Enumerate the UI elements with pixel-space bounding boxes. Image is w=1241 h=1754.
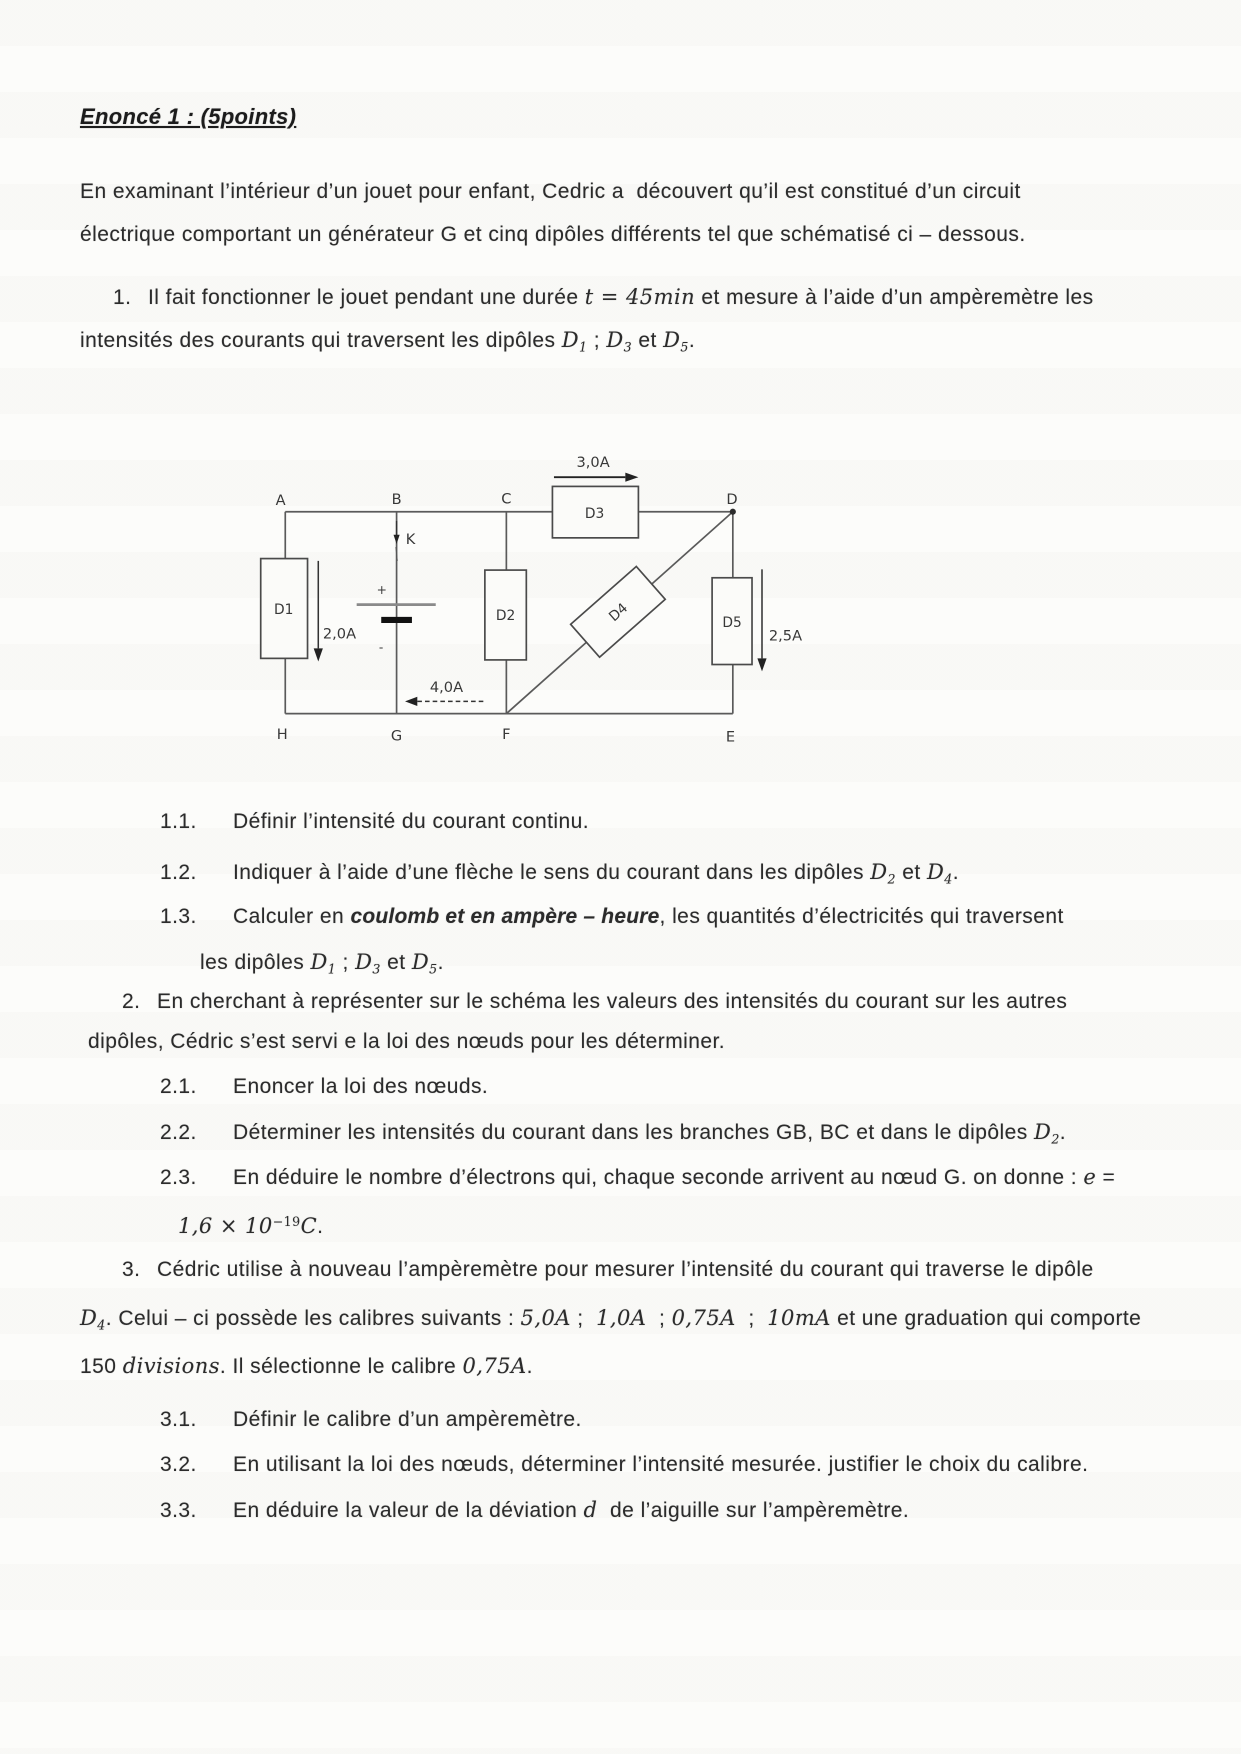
text-segment: . xyxy=(1059,1121,1067,1144)
item-1-line-1 xyxy=(113,283,1094,312)
circuit-svg xyxy=(230,362,990,792)
intro-line-2 xyxy=(80,221,1026,249)
text-segment: D xyxy=(663,328,681,352)
text-segment: 150 xyxy=(80,1355,123,1378)
text-segment: 4 xyxy=(944,871,953,887)
text-segment: En utilisant la loi des nœuds, déterminer l’intensité mesurée. justifier le choix du calibre. xyxy=(233,1453,1089,1476)
node-label-h: H xyxy=(276,725,288,743)
text-segment: 5 xyxy=(429,961,438,977)
current-arrow-d1 xyxy=(314,561,356,662)
text-segment: intensités des courants qui traversent les dipôles xyxy=(80,329,562,352)
question-2 xyxy=(122,988,1067,1016)
text-segment: Indiquer à l’aide d’une flèche le sens du courant dans les dipôles xyxy=(233,861,871,884)
question-3-cont-1 xyxy=(80,1304,1141,1339)
question-number: 3.3. xyxy=(160,1499,197,1522)
text-segment: 10mA xyxy=(767,1306,831,1330)
dipole-label-d3: D3 xyxy=(584,505,605,522)
item-1-line-2 xyxy=(80,326,695,361)
node-label-a: A xyxy=(275,491,286,509)
dipole-label-d2: D2 xyxy=(495,607,516,624)
switch-k xyxy=(394,521,416,561)
current-arrow-gf xyxy=(405,679,483,706)
text-segment: 1,0A xyxy=(596,1306,647,1330)
text-segment: 2 xyxy=(1051,1131,1060,1147)
text-segment: 5 xyxy=(680,339,689,355)
text-segment: 3 xyxy=(372,961,381,977)
question-number: 2.2. xyxy=(160,1121,197,1144)
text-segment: 5,0A xyxy=(520,1306,571,1330)
text-segment: D xyxy=(355,950,373,974)
current-label-d1: 2,0A xyxy=(322,625,357,643)
arrow-left-icon xyxy=(405,697,417,706)
text-segment: 4 xyxy=(97,1317,106,1333)
node-label-f: F xyxy=(502,725,511,743)
arrow-down-icon xyxy=(314,648,323,661)
text-segment: 0,75A xyxy=(671,1306,736,1330)
text-segment: . xyxy=(688,329,696,352)
question-number: 2. xyxy=(122,990,141,1013)
text-segment: . xyxy=(952,861,960,884)
text-segment: D xyxy=(870,860,888,884)
exercise-title: Enoncé 1 : (5points) xyxy=(80,104,297,129)
text-segment: Cédric utilise à nouveau l’ampèremètre pour mesurer l’intensité du courant qui traverse le dipôle xyxy=(157,1258,1094,1281)
node-label-b: B xyxy=(391,491,402,509)
text-segment: ; xyxy=(646,1307,672,1330)
question-1-1 xyxy=(160,808,589,836)
current-label-d5: 2,5A xyxy=(768,627,803,645)
text-segment: . Il sélectionne le calibre xyxy=(219,1355,463,1378)
text-segment: ; xyxy=(587,329,607,352)
question-1-3 xyxy=(160,903,1064,931)
node-label-e: E xyxy=(725,728,736,746)
text-segment: 0,75A xyxy=(462,1354,527,1378)
text-segment: . xyxy=(317,1214,324,1238)
question-3-2 xyxy=(160,1451,1088,1479)
question-3 xyxy=(122,1256,1094,1284)
current-arrow-d5 xyxy=(757,569,802,671)
battery-plus-sign: + xyxy=(376,582,387,597)
text-segment: Définir le calibre d’un ampèremètre. xyxy=(233,1408,582,1431)
node-label-g: G xyxy=(390,727,403,745)
text-segment: En déduire le nombre d’électrons qui, chaque seconde arrivent au nœud G. on donne : xyxy=(233,1166,1084,1189)
dipole-label-d1: D1 xyxy=(274,601,294,618)
text-segment: D xyxy=(926,860,945,884)
text-segment: divisions xyxy=(122,1354,220,1378)
text-segment: ; xyxy=(735,1307,768,1330)
text-segment: Il fait fonctionner le jouet pendant une durée xyxy=(148,286,585,309)
question-number: 2.3. xyxy=(160,1166,197,1189)
text-segment: 3 xyxy=(623,339,633,355)
text-segment: 1 xyxy=(579,339,588,355)
text-segment: et xyxy=(380,951,412,974)
text-segment: e xyxy=(1083,1165,1097,1189)
question-3-cont-2 xyxy=(80,1352,533,1381)
text-segment: électrique comportant un générateur G et cinq dipôles différents tel que schématisé ci – dessous. xyxy=(80,223,1026,246)
text-segment: D xyxy=(411,950,430,974)
question-3-3 xyxy=(160,1496,909,1525)
text-segment: Calculer en xyxy=(233,905,351,928)
question-number: 1.3. xyxy=(160,905,197,928)
text-segment: et xyxy=(632,329,664,352)
text-segment: t = 45min xyxy=(584,285,696,309)
text-segment: Enoncer la loi des nœuds. xyxy=(233,1075,489,1098)
text-segment: Définir l’intensité du courant continu. xyxy=(233,810,590,833)
text-segment: ; xyxy=(570,1307,597,1330)
text-segment: coulomb et en ampère – heure xyxy=(350,905,660,928)
text-segment: 2 xyxy=(887,871,896,887)
switch-arrow-icon xyxy=(394,535,400,544)
dipole-label-d5: D5 xyxy=(722,614,742,631)
text-segment: . Celui – ci possède les calibres suivants : xyxy=(105,1307,521,1330)
circuit-diagram xyxy=(230,362,990,797)
text-segment: C xyxy=(300,1213,318,1238)
text-segment: D xyxy=(310,950,328,974)
question-1-2 xyxy=(160,858,959,893)
text-segment: En déduire la valeur de la déviation xyxy=(233,1499,584,1522)
text-segment: et xyxy=(896,861,927,884)
dipole-label-d4: D4 xyxy=(606,600,632,625)
arrow-right-icon xyxy=(625,473,638,482)
question-number: 3. xyxy=(122,1258,141,1281)
question-2-cont xyxy=(88,1028,725,1056)
text-segment: D xyxy=(561,328,579,352)
text-segment: de l’aiguille sur l’ampèremètre. xyxy=(597,1499,910,1522)
text-segment: D xyxy=(1034,1120,1052,1144)
question-number: 3.2. xyxy=(160,1453,197,1476)
text-segment: 1,6 × 10 xyxy=(178,1213,273,1238)
question-2-3 xyxy=(160,1163,1115,1192)
arrow-down-icon xyxy=(757,658,766,671)
question-2-1 xyxy=(160,1073,488,1101)
text-segment: D xyxy=(606,328,624,352)
question-1-3-cont xyxy=(200,948,444,983)
question-3-1 xyxy=(160,1406,582,1434)
text-segment: . xyxy=(526,1355,533,1378)
node-label-c: C xyxy=(501,490,512,508)
text-segment: d xyxy=(583,1498,598,1522)
question-number: 1.1. xyxy=(160,810,197,833)
question-number: 3.1. xyxy=(160,1408,197,1431)
node-d-dot xyxy=(730,509,736,515)
text-segment: = xyxy=(1096,1166,1116,1189)
text-segment: En examinant l’intérieur d’un jouet pour enfant, Cedric a découvert qu’il est constitué d’un circuit xyxy=(80,180,1021,203)
text-segment: 1 xyxy=(327,961,337,977)
text-segment: . xyxy=(437,951,444,974)
text-segment: En cherchant à représenter sur le schéma les valeurs des intensités du courant sur les autres xyxy=(157,990,1068,1013)
text-segment: D xyxy=(80,1306,98,1330)
text-segment: Déterminer les intensités du courant dans les branches GB, BC et dans le dipôles xyxy=(233,1121,1035,1144)
current-label-gf: 4,0A xyxy=(429,679,464,697)
question-2-3-cont xyxy=(178,1208,323,1241)
item-number: 1. xyxy=(113,286,132,309)
question-number: 2.1. xyxy=(160,1075,197,1098)
text-segment: ; xyxy=(336,951,356,974)
intro-line-1 xyxy=(80,178,1021,206)
switch-label: K xyxy=(405,530,416,548)
text-segment: −19 xyxy=(272,1214,301,1229)
text-segment: et une graduation qui comporte xyxy=(830,1307,1142,1330)
text-segment: , les quantités d’électricités qui traversent xyxy=(659,905,1064,928)
text-segment: les dipôles xyxy=(200,951,311,974)
battery-minus-sign: - xyxy=(378,640,384,655)
question-2-2 xyxy=(160,1118,1066,1153)
text-segment: et mesure à l’aide d’un ampèremètre les xyxy=(695,286,1094,309)
question-number: 1.2. xyxy=(160,861,197,884)
current-label-d3: 3,0A xyxy=(576,454,610,472)
current-arrow-d3 xyxy=(554,454,638,482)
text-segment: dipôles, Cédric s’est servi e la loi des nœuds pour les déterminer. xyxy=(88,1030,726,1053)
node-label-d: D xyxy=(726,491,738,509)
